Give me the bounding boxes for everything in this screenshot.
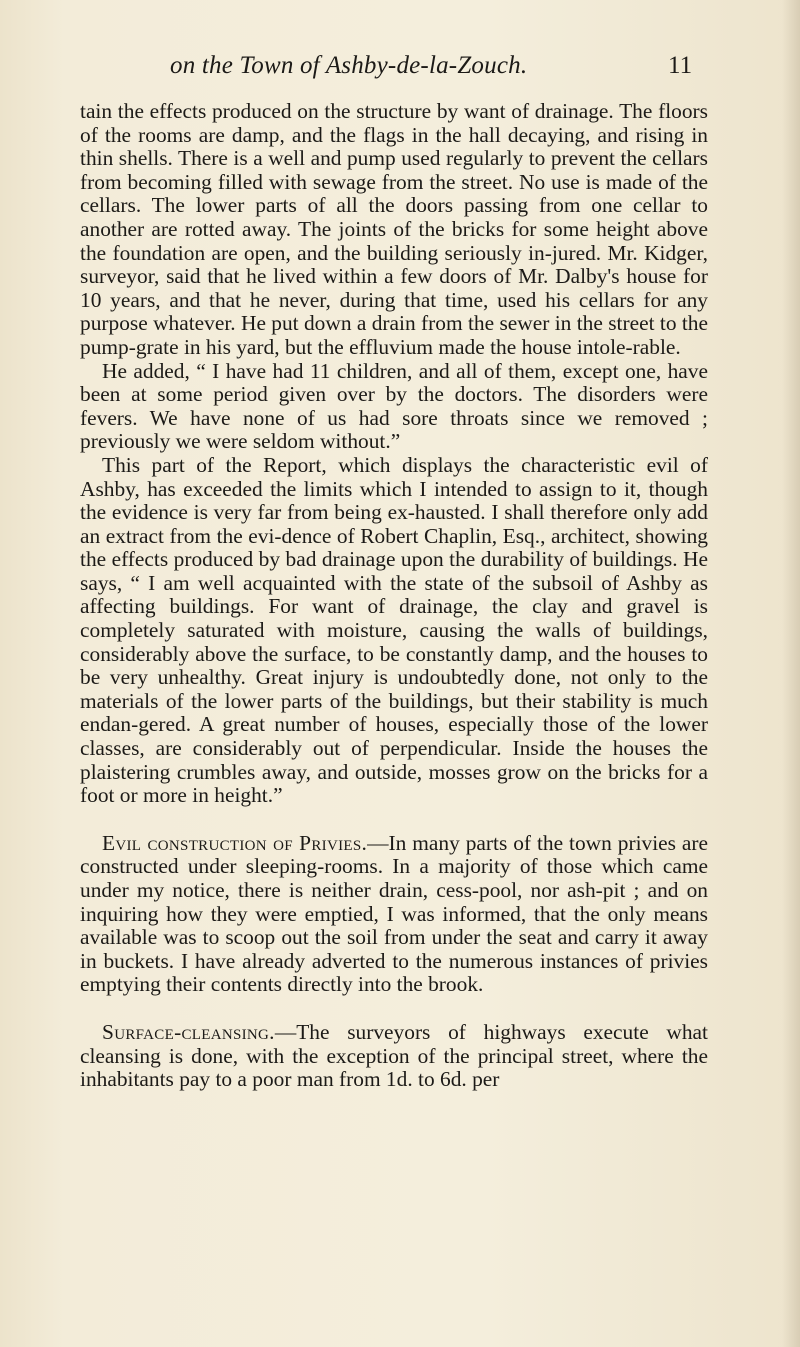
section-heading-surface-cleansing: Surface-cleansing.: [102, 1019, 275, 1044]
paragraph-continuation: tain the effects produced on the structure by want of drainage. The floors of the rooms are damp, and the flags in the hall decaying, and rising in thin shells. There is a well and pump used regularly to prevent the cellars from becoming filled with sewage from the street. No use is made of the cellars. The lower parts of all the doors passing from one cellar to another are rotted away. The joints of the bricks for some height above the foundation are open, and the building seriously in-jured. Mr. Kidger, surveyor, said that he lived within a few doors of Mr. Dalby's house for 10 years, and that he never, during that time, used his cellars for any purpose whatever. He put down a drain from the sewer in the street to the pump-grate in his yard, but the effluvium made the house intole-rable.: [80, 99, 708, 359]
body-text: [80, 100, 708, 1092]
page-number: 11: [668, 52, 693, 79]
section-privies: [80, 832, 708, 997]
section-text-surface-cleansing: —The surveyors of highways execute what cleansing is done, with the exception of the principal street, where the inhabitants pay to a poor man from 1d. to 6d. per: [80, 1019, 708, 1092]
section-text-privies: —In many parts of the town privies are constructed under sleeping-rooms. In a majority of those which came under my notice, there is neither drain, cess-pool, nor ash-pit ; and on inquiring how they were emptied, I was informed, that the only means available was to scoop out the soil from under the seat and carry it away in buckets. I have already adverted to the numerous instances of privies emptying their contents directly into the brook.: [80, 830, 709, 997]
page-edge-shadow: [782, 0, 800, 1347]
section-surface-cleansing: [80, 1021, 708, 1092]
running-head: on the Town of Ashby-de-la-Zouch.: [170, 52, 528, 79]
paragraph-quote-children: He added, “ I have had 11 children, and all of them, except one, have been at some period given over by the doctors. The disorders were fevers. We have none of us had sore throats since we removed ; previously we were seldom without.”: [80, 358, 708, 454]
section-heading-privies: Evil construction of Privies.: [102, 830, 368, 855]
paragraph-chaplin-evidence: This part of the Report, which displays the characteristic evil of Ashby, has exceeded the limits which I intended to assign to it, though the evidence is very far from being ex-hausted. I shall therefore only add an extract from the evi-dence of Robert Chaplin, Esq., architect, showing the effects produced by bad drainage upon the durability of buildings. He says, “ I am well acquainted with the state of the subsoil of Ashby as affecting buildings. For want of drainage, the clay and gravel is completely saturated with moisture, causing the walls of buildings, considerably above the surface, to be constantly damp, and the houses to be very unhealthy. Great injury is undoubtedly done, not only to the materials of the lower parts of the buildings, but their stability is much endan-gered. A great number of houses, especially those of the lower classes, are considerably out of perpendicular. Inside the houses the plaistering crumbles away, and outside, mosses grow on the bricks for a foot or more in height.”: [80, 452, 708, 808]
